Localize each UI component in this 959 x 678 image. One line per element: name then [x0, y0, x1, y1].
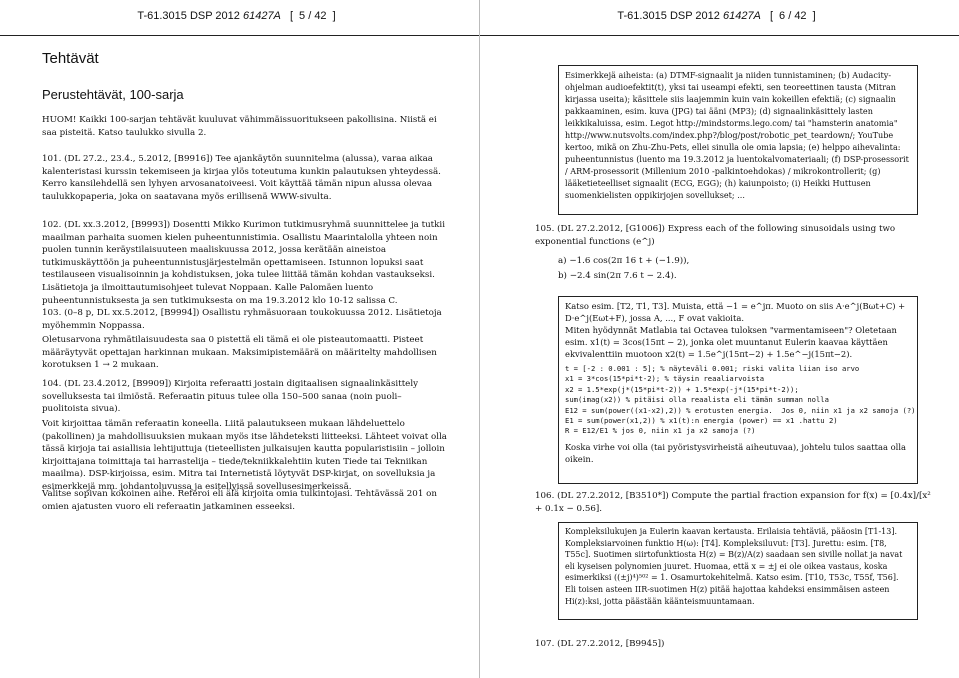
intro-note: HUOM! Kaikki 100-sarjan tehtävät kuuluvat vähimmäissuoritukseen pakollisina. Niistä ei saa pisteitä. Katso taulukko sivulla 2. — [42, 115, 437, 138]
task-104-advice: Valitse sopivan kokoinen aihe. Referoi eli älä kirjoita omia tulkintojasi. Tehtävässä 201 on omien ajatusten vuoro eli referaatin jatkaminen esseeksi. — [42, 489, 437, 512]
task-106: 106. (DL 27.2.2012, [B3510*]) Compute the partial fraction expansion for f(x) = [0.4x]/[x² + 0.1x − 0.56]. — [535, 491, 931, 514]
right-slide — [480, 0, 959, 678]
course-code: 61427A — [722, 10, 761, 22]
section-title: Tehtävät — [42, 50, 99, 67]
slide-header: T-61.3015 DSP 2012 61427A [ 5 / 42 ] — [137, 10, 336, 22]
hint-matlab: Miten hyödynnät Matlabia tai Octavea tuloksen "varmentamiseen"? Oletetaan esim. x1(t) = 3cos(15πt − 2), jonka olet muuntanut Eulerin kaavaa käyttäen ekvivalenttiin muotoon x2(t) = 1.5e^j(15πt−2) + 1.5e^−j(15πt−2). — [565, 325, 897, 359]
task-104: 104. (DL 23.4.2012, [B9909]) Kirjoita referaatti jostain digitaalisen signaalinkäsittely sovelluksesta tai ilmiöstä. Referaatin pituus tulee olla 150–500 sanaa (noin puoli–puolitoista sivua). — [42, 379, 419, 415]
task-102: 102. (DL xx.3.2012, [B9993]) Dosentti Mikko Kurimon tutkimusryhmä suunnittelee ja tutkii maailman parhaita suomen kielen puheentunnistimia. Osallistu Maarintalolla yhteen noin puolen tunnin keräystilaisuuteen maaliskuussa 2012, jossa kerätään aineistoa tutkimuskäyttöön ja puheentunnistusjärjestelmän opettamiseen. Istunnon lopuksi saat testilauseen visualisoinnin ja kohdistuksen, joka tulee liittää tämän kohdan vastaukseksi. Lisätietoja ja ilmoittautumisohjeet tulevat Noppaan. Kalle Palomäen luento puheentunnistuksesta ja sen tutkimuksesta on ma 19.3.2012 klo 10-12 salissa C. — [42, 220, 445, 306]
section-subtitle: Perustehtävät, 100-sarja — [42, 87, 184, 102]
course-label: T-61.3015 DSP 2012 — [617, 10, 720, 22]
course-label: T-61.3015 DSP 2012 — [137, 10, 240, 22]
task-105-a: a) −1.6 cos(2π 16 t + (−1.9)), — [558, 256, 690, 266]
task-103-note: Oletusarvona ryhmätilaisuudesta saa 0 pistettä eli tämä ei ole pisteautomaatti. Pisteet määräytyvät opettajan harkinnan mukaan. Maksimipistemäärä on määritelty mahdollisen korotuksen 1 → 2 mukaan. — [42, 335, 437, 371]
slide-header: T-61.3015 DSP 2012 61427A [ 6 / 42 ] — [617, 10, 816, 22]
task-107: 107. (DL 27.2.2012, [B9945]) — [535, 639, 665, 649]
task-101: 101. (DL 27.2., 23.4., 5.2012, [B9916]) Tee ajankäytön suunnitelma (alussa), varaa aikaa kalenteristasi kurssin tekemiseen ja kirjaa ylös toteutuma kunkin palautuksen yhteydessä. Kerro kansilehdellä sen lyhyen arvosanatoiveesi. Voit käyttää tämän nipun alussa olevaa taulukkopaperia, joka on saatavana myös erillisenä WWW-sivulta. — [42, 154, 441, 202]
course-code: 61427A — [242, 10, 281, 22]
page-number: 5 / 42 — [299, 10, 327, 22]
hint-rounding: Koska virhe voi olla (tai pyöristysvirheistä aiheutuvaa), johtelu tulos saattaa olla oikein. — [565, 441, 907, 464]
task-104-note: Voit kirjoittaa tämän referaatin koneella. Liitä palautukseen mukaan lähdeluettelo (pakollinen) ja mahdollisuuksien mukaan myös itse lähdeteksti liitteeksi. Lähteet voivat olla tässä kirjoja tai asiallisia lehtijuttuja (tieteellisten julkaisujen kautta popularistisiin – jolloin kirjoittajana toimittaja tai harrastelija – tiede/tekniikkalehtiin kuten Tiede tai Tekniikan maailma). DSP-kirjoissa, esim. Mitra tai Internetistä löytyvät DSP-kirjat, on sovelluksia ja esimerkkejä mm. johdantoluvussa ja esitellyissä sovellusesimerkeissä. — [42, 419, 447, 492]
header-rule — [480, 35, 959, 36]
hint-euler: Katso esim. [T2, T1, T3]. Muista, että −1 = e^jπ. Muoto on siis A·e^j(Bωt+C) + D·e^j(Eωt+F), jossa A, ..., F ovat vakioita. — [565, 301, 906, 323]
task-105-hint-box — [558, 296, 918, 484]
task-105: 105. (DL 27.2.2012, [G1006]) Express each of the following sinusoidals using two exponential functions (e^j) — [535, 224, 896, 247]
page-number: 6 / 42 — [779, 10, 807, 22]
task-103: 103. (0–8 p, DL xx.5.2012, [B9994]) Osallistu ryhmäsuoraan toukokuussa 2012. Lisätietoja myöhemmin Noppassa. — [42, 308, 442, 331]
task-106-hint-box: Kompleksilukujen ja Eulerin kaavan kertausta. Erilaisia tehtäviä, pääosin [T1-13]. Kompleksiarvoinen funktio H(ω): [T4]. Kompleksiluvut: [T3]. Jurettu: esim. [T8, T55c]. Suotimen siirtofunktiosta H(z) = B(z)/A(z) saadaan sen siville nollat ja navat eli kyseisen polynomien juuret. Huomaa, että x = ±j ei ole oikea vastaus, koska esimerkiksi ((±j)⁴)⁵⁰² = 1. Osamurtokehitelmä. Katso esim. [T10, T53c, T55f, T56]. Eli toisen asteen IIR-suotimen H(z) pitää hajottaa kahdeksi ensimmäisen asteen Hi(z):ksi, jotta päästään käänteismuuntamaan. — [558, 522, 918, 620]
matlab-code: t = [-2 : 0.001 : 5]; % näyteväli 0.001; riski valita liian iso arvo x1 = 3*cos(15*pi*t-2); % täysin reaaliarvoista x2 = 1.5*exp(j*(15*pi*t-2)) + 1.5*exp(-j*(15*pi*t-2)); sum(imag(x2)) % pitäisi olla reaalista eli tämän summan nolla E12 = sum(power((x1-x2),2)) % erotusten energia. Jos 0, niin x1 ja x2 samoja (?) E1 = sum(power(x1,2)) % x1(t):n energia (power) == x1 .hattu 2) R = E12/E1 % jos 0, niin x1 ja x2 samoja (?) — [565, 364, 916, 436]
left-slide — [0, 0, 479, 678]
topic-examples-box: Esimerkkejä aiheista: (a) DTMF-signaalit ja niiden tunnistaminen; (b) Audacity-ohjelman audioefektit(t), yksi tai useampi efekti, sen teoreettinen tausta (Mitran kirjassa useita); käsittele siis laajemmin kuin vain kokeillen efektiä; (c) signaalin pakkaaminen, esim. kuva (JPG) tai ääni (MP3); (d) signaalinkäsittely lasten leikkikaluissa, esim. Legot http://mindstorms.lego.com/ tai "hamsterin anatomia" http://www.nutsvolts.com/index.php?/blog/post/robotic_pet_teardown/; YouTube kertoo, mikä on Zhu-Zhu-Pets, ellei sinulla ole omia lapsia; (e) helppo aihevalinta: puheentunnistus (luento ma 19.3.2012 ja luentokalvomateriaali; (f) DSP-prosessorit / ARM-prosessorit (Millenium 2010 -palkintoehdokas) / mikrokontrollerit; (g) lääketieteelliset signaalit (ECG, EGG); (h) kaiunpoisto; (i) Heikki Huttusen suomenkielisten oppikirjojen sovellukset; ... — [558, 65, 918, 215]
header-rule — [0, 35, 479, 36]
task-105-b: b) −2.4 sin(2π 7.6 t − 2.4). — [558, 271, 677, 281]
